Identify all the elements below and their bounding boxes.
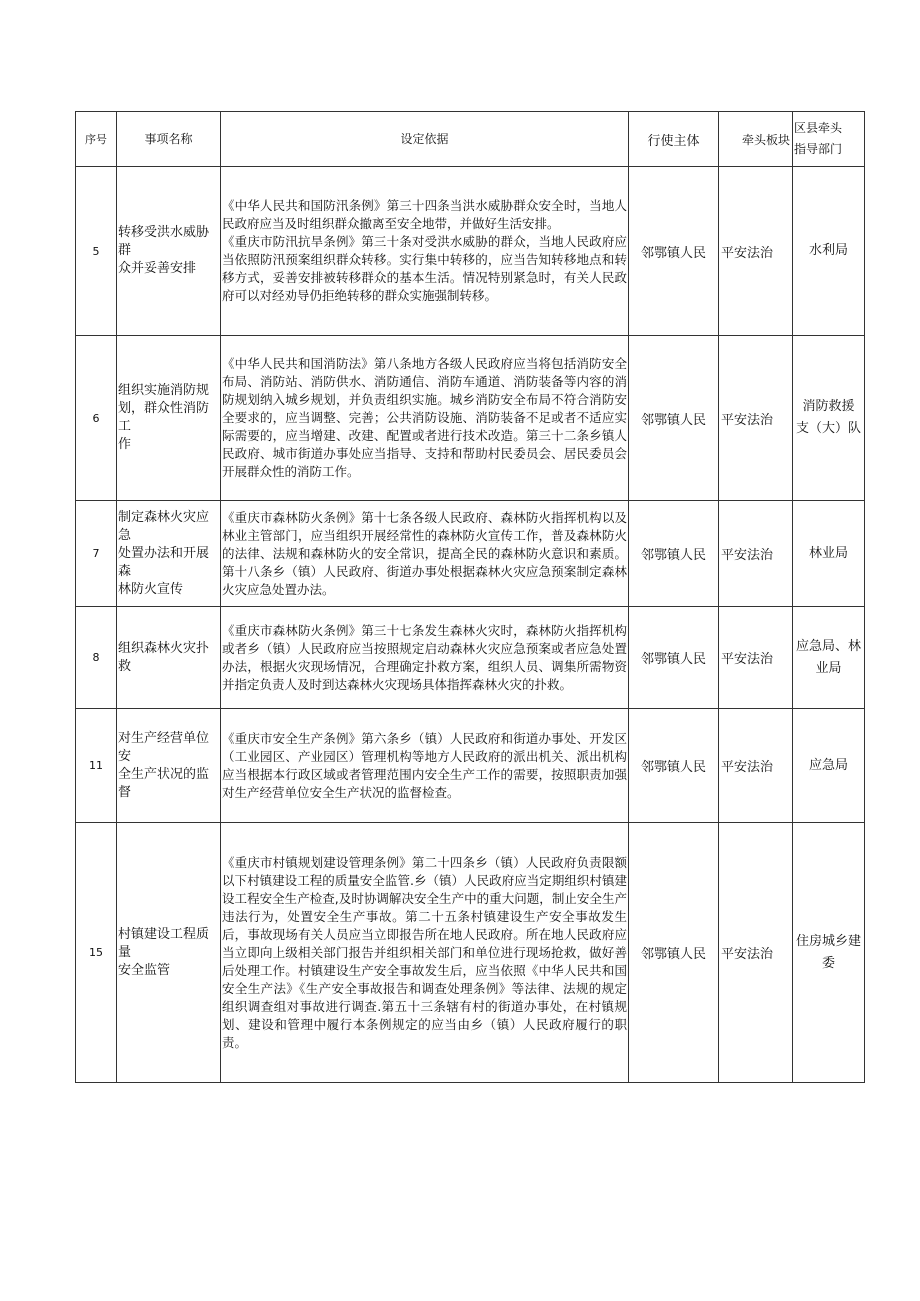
cell-name: [117, 709, 221, 823]
cell-body: 邻鄂镇人民: [629, 607, 719, 709]
cell-name: [117, 607, 221, 709]
table-row: [76, 607, 865, 709]
cell-basis: [221, 607, 629, 709]
cell-name-text: 制定森林火灾应急 处置办法和开展森 林防火宣传: [118, 509, 210, 597]
cell-dept: [793, 501, 865, 607]
cell-basis-text: 《重庆市村镇规划建设管理条例》第二十四条乡（镇）人民政府负责限额以下村镇建设工程的质量安全监管.乡（镇）人民政府应当定期组织村镇建设工程安全生产检查,及时协调解决安全生产中的重大问题，制止安全生产违法行为，处置安全生产事故。第二十五条村镇建设生产安全事故发生后，事故现场有关人员应当立即报告所在地人民政府。所在地人民政府应当立即向上级相关部门报告并组织相关部门和单位进行现场抢救，做好善后处理工作。村镇建设生产安全事故发生后，应当依照《中华人民共和国安全生产法》《生产安全事故报告和调查处理条例》等法律、法规的规定组织调查组对事故进行调查.第五十三条辖有村的街道办事处，在村镇规划、建设和管理中履行本条例规定的应当由乡（镇）人民政府履行的职责。: [222, 854, 627, 1050]
cell-dept: [793, 709, 865, 823]
cell-seq: 11: [76, 709, 117, 823]
cell-seq: 7: [76, 501, 117, 607]
header-name: 事项名称: [117, 112, 221, 167]
cell-body: 邻鄂镇人民: [629, 709, 719, 823]
header-dept: [793, 112, 865, 167]
cell-lead: 平安法治: [719, 709, 793, 823]
cell-basis-text: 《重庆市森林防火条例》第三十七条发生森林火灾时，森林防火指挥机构或者乡（镇）人民政府应当按照规定启动森林火灾应急预案或者应急处置办法，根据火灾现场情况，合理确定扑救方案，组织人员、调集所需物资并指定负责人及时到达森林火灾现场具体指挥森林火灾的扑救。: [222, 622, 627, 692]
cell-dept: [793, 336, 865, 501]
cell-name-text: 转移受洪水威胁群 众并妥善安排: [118, 225, 210, 276]
cell-seq: 6: [76, 336, 117, 501]
cell-dept-text: 应急局: [808, 757, 848, 773]
cell-name-text: 对生产经营单位安 全生产状况的监督: [118, 730, 210, 800]
cell-basis-text: 《重庆市森林防火条例》第十七条各级人民政府、森林防火指挥机构以及林业主管部门，应当组织开展经常性的森林防火宣传工作，普及森林防火的法律、法规和森林防火的安全常识，提高全民的森林防火意识和素质。第十八条乡（镇）人民政府、街道办事处根据森林火灾应急预案制定森林火灾应急处置办法。: [222, 509, 627, 597]
cell-basis-text: 《中华人民共和国消防法》第八条地方各级人民政府应当将包括消防安全布局、消防站、消防供水、消防通信、消防车通道、消防装备等内容的消防规划纳入城乡规划，并负责组织实施。城乡消防安全布局不符合消防安全要求的，应当调整、完善；公共消防设施、消防装备不足或者不适应实际需要的，应当增建、改建、配置或者进行技术改造。第三十二条乡镇人民政府、城市街道办事处应当指导、支持和帮助村民委员会、居民委员会开展群众性的消防工作。: [222, 356, 627, 479]
cell-dept-text: 水利局: [808, 243, 848, 258]
cell-dept-text: 消防救援 支（大）队: [795, 399, 861, 436]
cell-seq: 5: [76, 167, 117, 336]
header-seq: 序号: [76, 112, 117, 167]
cell-body: 邻鄂镇人民: [629, 823, 719, 1083]
cell-lead: 平安法治: [719, 501, 793, 607]
table-header-row: [76, 112, 865, 167]
cell-name-text: 组织实施消防规 划，群众性消防工 作: [118, 383, 210, 452]
cell-basis-text: 《中华人民共和国防汛条例》第三十四条当洪水威胁群众安全时，当地人民政府应当及时组织群众撤离至安全地带，并做好生活安排。 《重庆市防汛抗旱条例》第三十条对受洪水威胁的群众，当地人民政府应当依照防汛预案组织群众转移。实行集中转移的，应当告知转移地点和转移方式，妥善安排被转移群众的基本生活。情况特别紧急时，有关人民政府可以对经劝导仍拒绝转移的群众实施强制转移。: [222, 198, 627, 303]
cell-dept-text: 住房城乡建 委: [795, 933, 861, 971]
header-lead: 牵头板块: [719, 112, 793, 167]
table-row: [76, 336, 865, 501]
cell-dept: [793, 167, 865, 336]
cell-dept-text: 应急局、林 业局: [795, 638, 861, 676]
cell-lead: 平安法治: [719, 823, 793, 1083]
cell-name: [117, 823, 221, 1083]
cell-basis-text: 《重庆市安全生产条例》第六条乡（镇）人民政府和街道办事处、开发区（工业园区、产业园区）管理机构等地方人民政府的派出机关、派出机构应当根据本行政区域或者管理范围内安全生产工作的需要，按照职责加强对生产经营单位安全生产状况的监督检查。: [222, 730, 627, 800]
cell-basis: [221, 709, 629, 823]
cell-name-text: 组织森林火灾扑救: [118, 640, 210, 674]
cell-body: 邻鄂镇人民: [629, 167, 719, 336]
cell-lead: 平安法治: [719, 336, 793, 501]
cell-body: 邻鄂镇人民: [629, 501, 719, 607]
cell-dept-text: 林业局: [808, 545, 848, 561]
cell-seq: 15: [76, 823, 117, 1083]
table-row: [76, 167, 865, 336]
cell-seq: 8: [76, 607, 117, 709]
cell-name: [117, 167, 221, 336]
cell-body: 邻鄂镇人民: [629, 336, 719, 501]
cell-name-text: 村镇建设工程质量 安全监管: [118, 926, 210, 978]
table-row: [76, 709, 865, 823]
cell-lead: 平安法治: [719, 607, 793, 709]
cell-basis: [221, 336, 629, 501]
cell-basis: [221, 823, 629, 1083]
cell-lead: 平安法治: [719, 167, 793, 336]
responsibility-table: [75, 111, 865, 1083]
table-row: [76, 823, 865, 1083]
cell-basis: [221, 167, 629, 336]
header-basis: 设定依据: [221, 112, 629, 167]
cell-name: [117, 501, 221, 607]
header-dept-text: 区县牵头 指导部门: [794, 121, 843, 156]
cell-dept: [793, 823, 865, 1083]
table-row: [76, 501, 865, 607]
cell-name: [117, 336, 221, 501]
cell-basis: [221, 501, 629, 607]
header-body: 行使主体: [629, 112, 719, 167]
cell-dept: [793, 607, 865, 709]
